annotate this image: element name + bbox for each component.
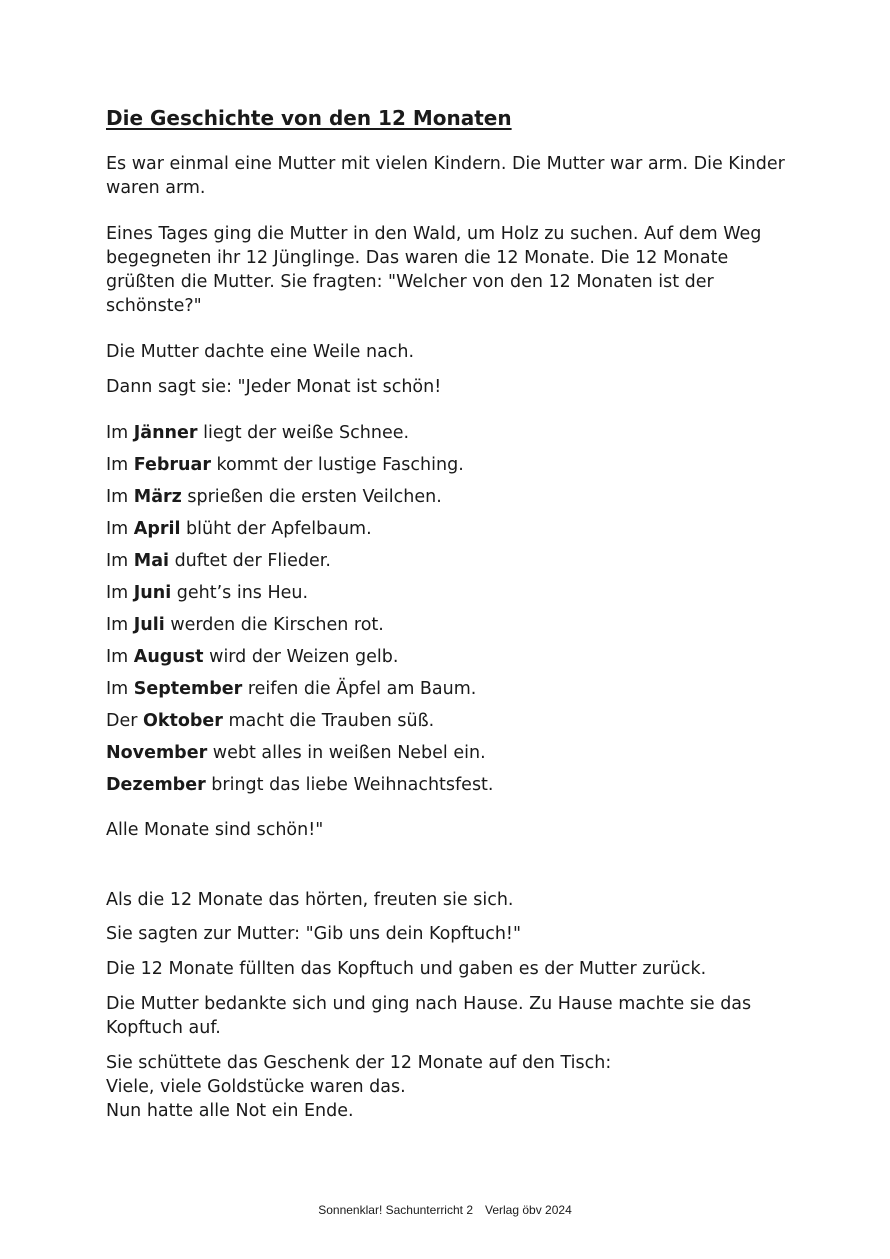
month-name: Mai (133, 551, 170, 571)
month-line: Im Jänner liegt der weiße Schnee. (106, 423, 410, 443)
month-list (106, 421, 796, 805)
paragraph-months-happy: Als die 12 Monate das hörten, freuten sie sich. (106, 890, 514, 910)
paragraph-ending (106, 1051, 796, 1123)
month-line: Im Februar kommt der lustige Fasching. (106, 455, 464, 475)
ending-line: Sie schüttete das Geschenk der 12 Monate auf den Tisch: (106, 1053, 612, 1073)
paragraph-thinking: Die Mutter dachte eine Weile nach. (106, 342, 415, 362)
month-name: Februar (133, 455, 211, 475)
month-line: Im Juni geht’s ins Heu. (106, 583, 309, 603)
month-name: September (133, 679, 243, 699)
month-name: Oktober (143, 711, 223, 731)
month-line: Im Mai duftet der Flieder. (106, 551, 331, 571)
paragraph-answer-end: Alle Monate sind schön!" (106, 820, 324, 840)
footer-publisher: Verlag öbv 2024 (485, 1203, 572, 1217)
month-name: November (106, 743, 208, 763)
month-line: Im August wird der Weizen gelb. (106, 647, 399, 667)
footer-book-title: Sonnenklar! Sachunterricht 2 (318, 1203, 473, 1217)
page-footer (0, 1203, 890, 1217)
month-name: April (133, 519, 181, 539)
paragraph-intro: Es war einmal eine Mutter mit vielen Kindern. Die Mutter war arm. Die Kinder waren arm. (106, 154, 785, 198)
month-name: Juli (133, 615, 165, 635)
paragraph-headscarf-request: Sie sagten zur Mutter: "Gib uns dein Kopftuch!" (106, 924, 521, 944)
month-line: Dezember bringt das liebe Weihnachtsfest. (106, 775, 494, 795)
month-name: Juni (133, 583, 172, 603)
paragraph-going-home: Die Mutter bedankte sich und ging nach Hause. Zu Hause machte sie das Kopftuch auf. (106, 994, 752, 1038)
document-page (106, 104, 796, 1123)
month-line: Im Juli werden die Kirschen rot. (106, 615, 384, 635)
month-line: Der Oktober macht die Trauben süß. (106, 711, 435, 731)
paragraph-answer-start: Dann sagt sie: "Jeder Monat ist schön! (106, 377, 442, 397)
month-name: August (133, 647, 204, 667)
month-line: Im September reifen die Äpfel am Baum. (106, 679, 477, 699)
month-line: November webt alles in weißen Nebel ein. (106, 743, 486, 763)
month-line: Im April blüht der Apfelbaum. (106, 519, 372, 539)
month-name: Jänner (133, 423, 198, 443)
month-name: März (133, 487, 182, 507)
ending-line: Nun hatte alle Not ein Ende. (106, 1101, 354, 1121)
month-line: Im März sprießen die ersten Veilchen. (106, 487, 442, 507)
paragraph-headscarf-filled: Die 12 Monate füllten das Kopftuch und gaben es der Mutter zurück. (106, 959, 707, 979)
story-title: Die Geschichte von den 12 Monaten (106, 106, 512, 130)
ending-line: Viele, viele Goldstücke waren das. (106, 1077, 406, 1097)
paragraph-forest: Eines Tages ging die Mutter in den Wald, um Holz zu suchen. Auf dem Weg begegneten ihr 12 Jünglinge. Das waren die 12 Monate. Die 12 Monate grüßten die Mutter. Sie fragten: "Welcher von den 12 Monaten ist der schönste?" (106, 224, 762, 316)
month-name: Dezember (106, 775, 206, 795)
